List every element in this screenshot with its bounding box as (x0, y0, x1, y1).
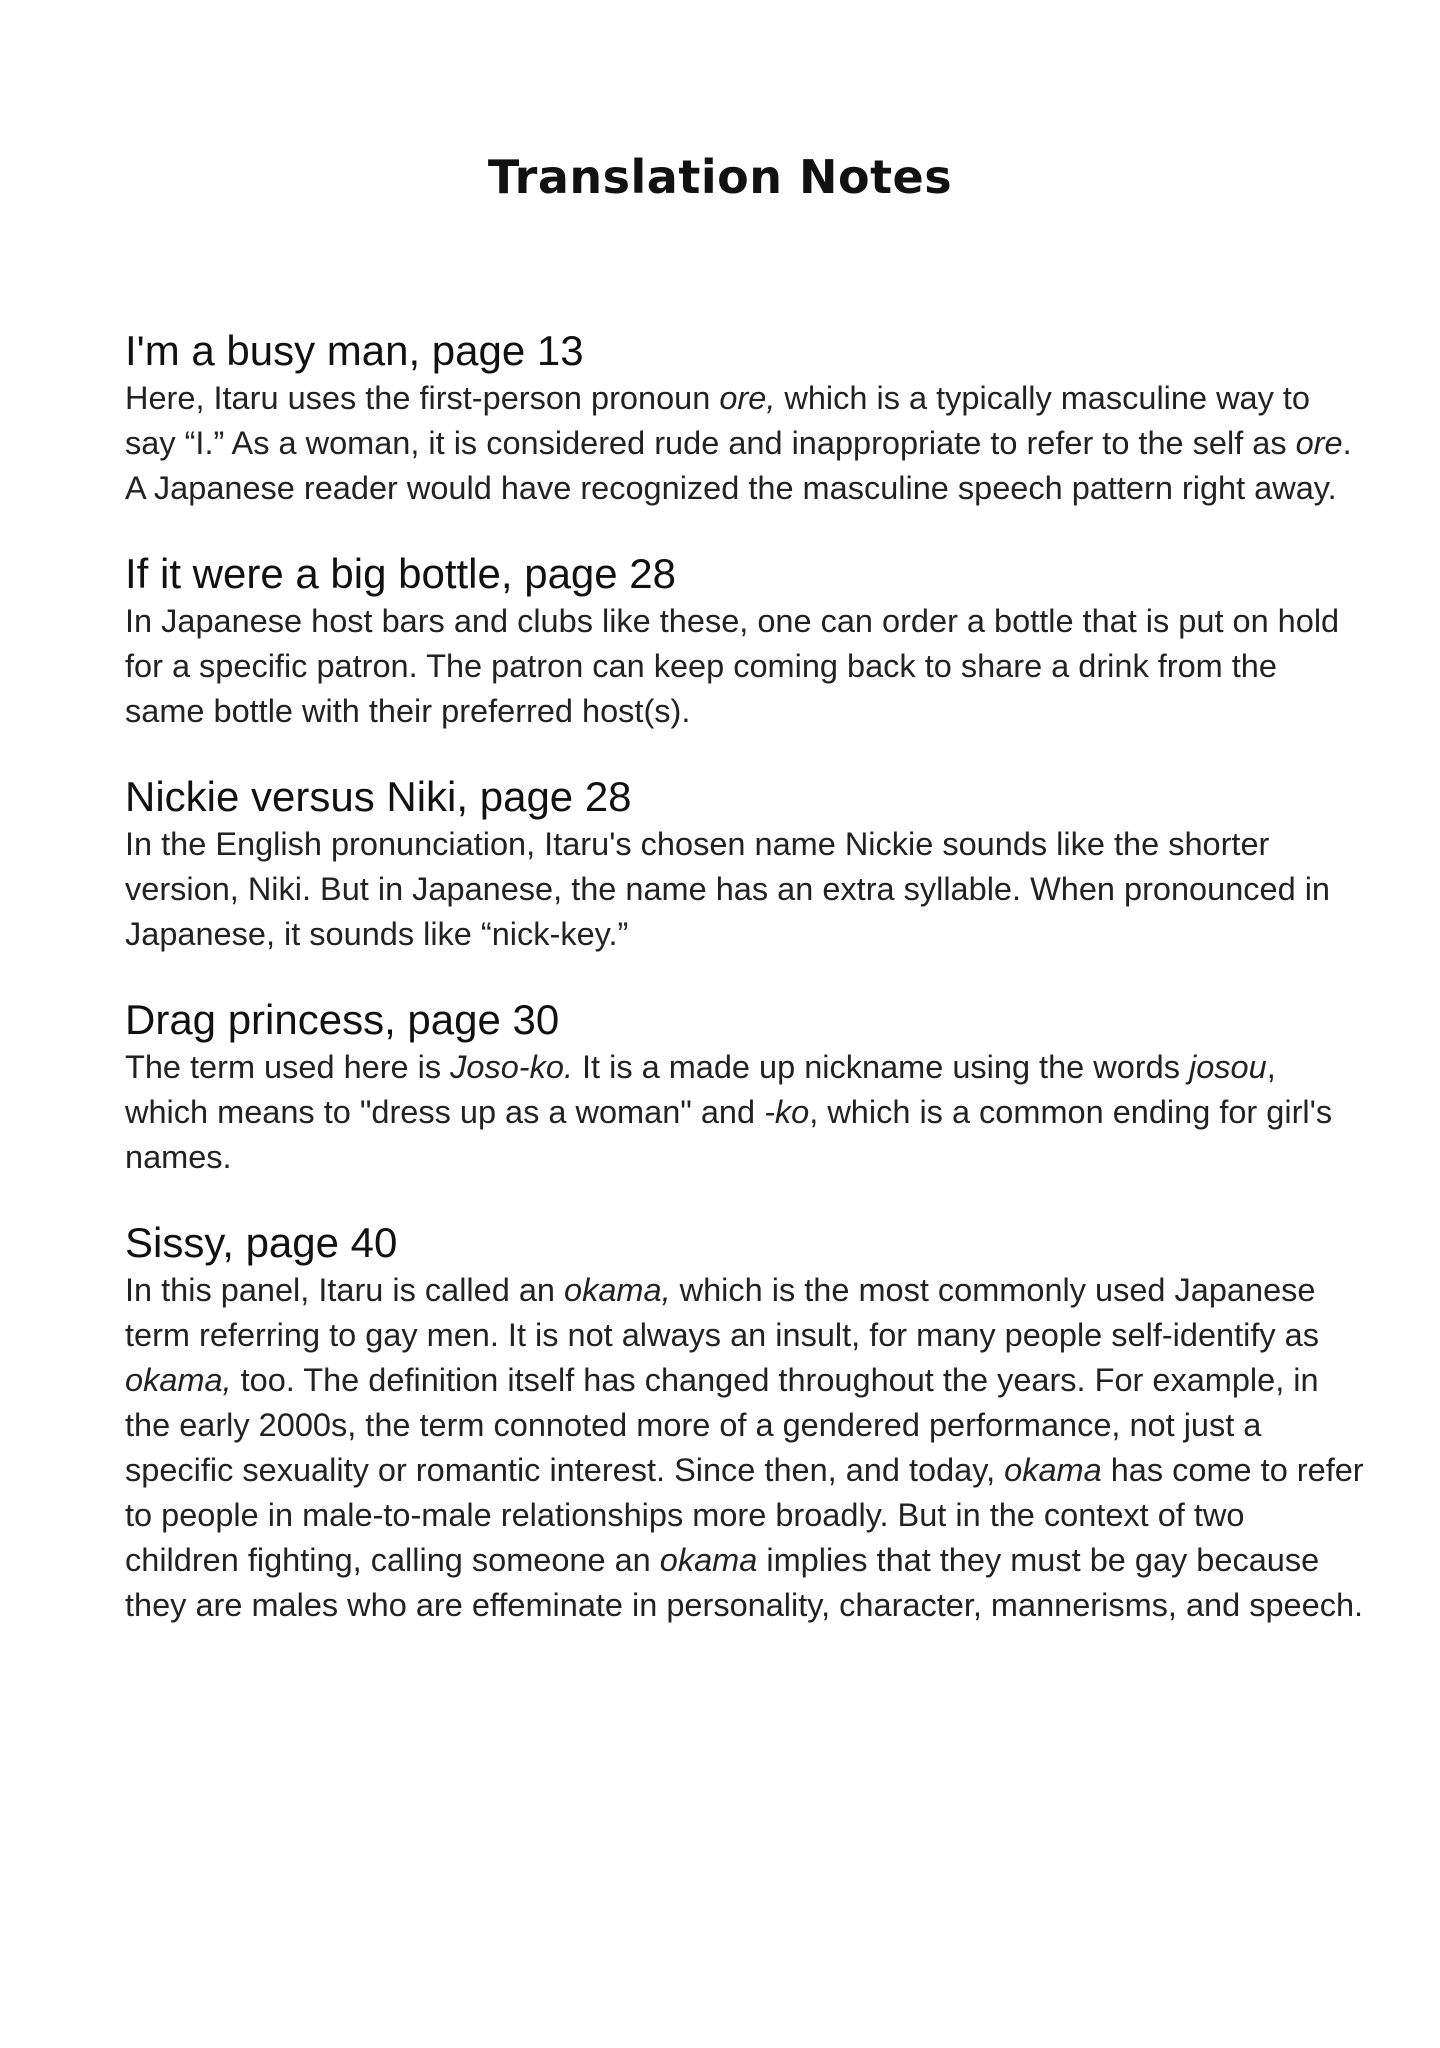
italic-term: okama (659, 1542, 758, 1578)
note-body (125, 376, 1365, 511)
text-run: In this panel, Itaru is called an (125, 1272, 565, 1308)
text-run: In the English pronunciation, Itaru's chosen name Nickie sounds like the shorter version, Niki. But in Japanese, the name has an extra syllable. When pronounced in Japanese, it sounds like “nick-key.” (125, 826, 1330, 952)
text-run: The term used here is (125, 1049, 451, 1085)
note-heading: Drag princess, page 30 (125, 996, 560, 1043)
note-body (125, 1045, 1365, 1180)
italic-term: okama (1004, 1452, 1102, 1488)
note-heading: I'm a busy man, page 13 (125, 327, 584, 374)
note-heading: Nickie versus Niki, page 28 (125, 773, 632, 820)
page-title: Translation Notes (487, 150, 953, 204)
note-body (125, 599, 1365, 734)
text-run: has come to refer to people in male-to-male relationships more broadly. But in the context of two children fighting, calling someone an (125, 1452, 1364, 1578)
text-run: . A Japanese reader would have recognized the masculine speech pattern right away. (125, 425, 1352, 506)
note-item (125, 549, 1365, 734)
italic-term: -ko (764, 1094, 810, 1130)
text-run: It is a made up nickname using the words (572, 1049, 1189, 1085)
text-run: , which means to "dress up as a woman" and (125, 1049, 1276, 1130)
text-run: Here, Itaru uses the first-person pronoun (125, 380, 720, 416)
note-body (125, 1268, 1365, 1628)
italic-term: okama, (564, 1272, 671, 1308)
note-item (125, 326, 1365, 511)
italic-term: josou (1189, 1049, 1267, 1085)
note-body (125, 822, 1365, 957)
text-run: too. The definition itself has changed throughout the years. For example, in the early 2000s, the term connoted more of a gendered performance, not just a specific sexuality or romantic interest. Since then, and today, (125, 1362, 1319, 1488)
italic-term: okama, (125, 1362, 232, 1398)
text-run: implies that they must be gay because they are males who are effeminate in personality, character, mannerisms, and speech. (125, 1542, 1364, 1623)
note-item (125, 1218, 1365, 1628)
note-item (125, 772, 1365, 957)
note-heading: Sissy, page 40 (125, 1219, 398, 1266)
italic-term: ore (1295, 425, 1343, 461)
text-run: which is a typically masculine way to say “I.” As a woman, it is considered rude and inappropriate to refer to the self as (125, 380, 1311, 461)
note-heading: If it were a big bottle, page 28 (125, 550, 677, 597)
text-run: In Japanese host bars and clubs like these, one can order a bottle that is put on hold for a specific patron. The patron can keep coming back to share a drink from the same bottle with their preferred host(s). (125, 603, 1340, 729)
italic-term: ore, (719, 380, 776, 416)
note-item (125, 995, 1365, 1180)
text-run: , which is a common ending for girl's names. (125, 1094, 1333, 1175)
translation-notes-list (125, 326, 1365, 1666)
italic-term: Joso-ko. (450, 1049, 573, 1085)
text-run: which is the most commonly used Japanese term referring to gay men. It is not always an insult, for many people self-identify as (125, 1272, 1320, 1353)
